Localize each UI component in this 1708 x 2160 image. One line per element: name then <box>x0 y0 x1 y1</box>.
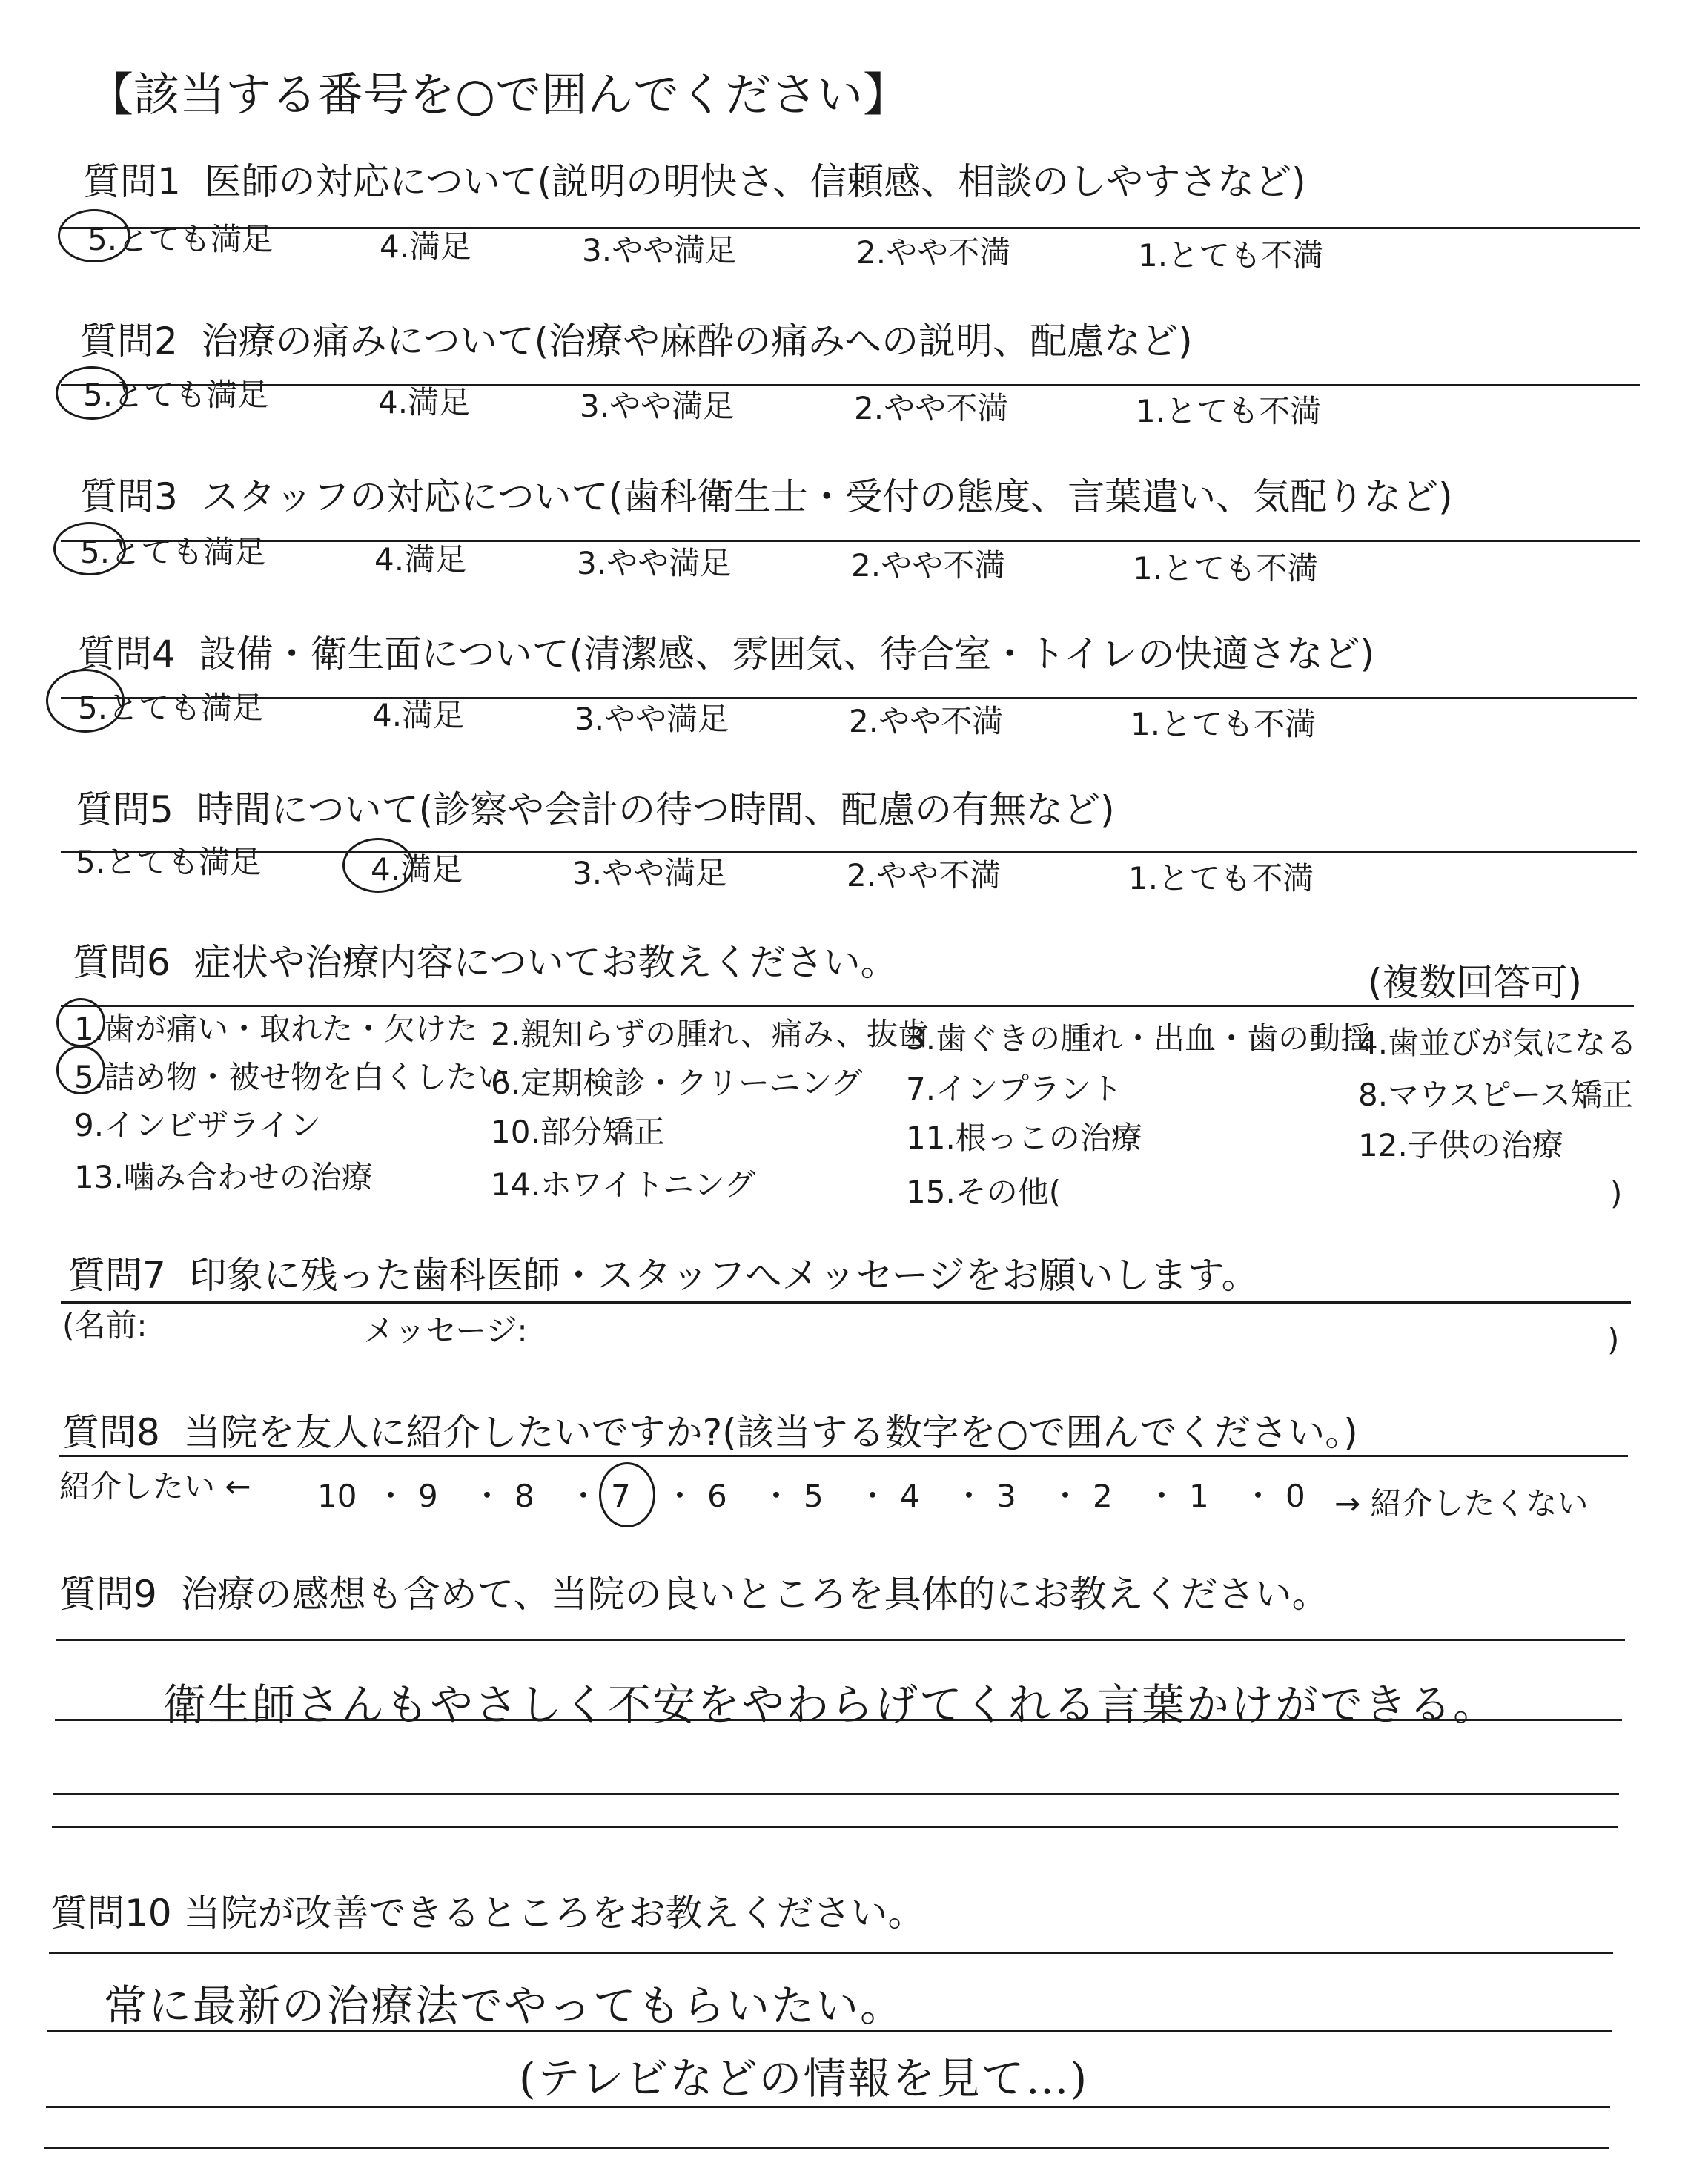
q4-question <box>78 624 1374 678</box>
q8-text: 当院を友人に紹介したいですか?(該当する数字を○で囲んでください。) <box>183 1411 1358 1454</box>
q8-right-label: → 紹介したくない <box>1334 1485 1589 1522</box>
q4-option-1[interactable]: 1.とても不満 <box>1131 706 1317 742</box>
q1-question <box>83 152 1306 205</box>
q2-text: 治療の痛みについて(治療や麻酔の痛みへの説明、配慮など) <box>201 320 1193 363</box>
q5-option-2[interactable]: 2.やや不満 <box>847 857 1002 894</box>
q7-close-paren: ) <box>1607 1321 1620 1358</box>
q6-option-4[interactable]: 4.歯並びが気になる <box>1358 1025 1638 1061</box>
q8-scale-4[interactable]: 4 <box>900 1478 920 1514</box>
q1-option-5[interactable]: 5.とても満足 <box>87 221 274 257</box>
q10-question <box>50 1883 925 1937</box>
q3-option-5[interactable]: 5.とても満足 <box>80 534 266 570</box>
q2-label: 質問2 <box>80 320 178 363</box>
q8-left-label: 紹介したい ← <box>59 1468 251 1505</box>
q8-scale-sep: ・ <box>953 1478 985 1514</box>
q9-handwritten-answer: 衛生師さんもやさしく不安をやわらげてくれる言葉かけができる。 <box>163 1680 1498 1730</box>
q6-option-12[interactable]: 12.子供の治療 <box>1358 1127 1563 1163</box>
q6-option-14[interactable]: 14.ホワイトニング <box>491 1166 756 1203</box>
q10-line-4 <box>44 2147 1609 2149</box>
q8-scale-3[interactable]: 3 <box>996 1478 1016 1514</box>
q4-label: 質問4 <box>78 633 176 676</box>
q8-circled-answer-mark <box>599 1462 655 1527</box>
q8-divider <box>59 1455 1628 1457</box>
q8-scale-5[interactable]: 5 <box>804 1478 824 1514</box>
q9-line-4 <box>52 1826 1618 1828</box>
q8-label: 質問8 <box>62 1411 160 1454</box>
q7-name-label: (名前: <box>62 1307 148 1344</box>
form-header: 【該当する番号を○で囲んでください】 <box>87 67 910 122</box>
q1-divider <box>61 227 1640 229</box>
q6-option-1[interactable]: 1.歯が痛い・取れた・欠けた <box>74 1011 478 1047</box>
q2-option-2[interactable]: 2.やや不満 <box>854 390 1009 426</box>
q6-option-9[interactable]: 9.インビザライン <box>74 1107 321 1143</box>
q2-question <box>80 311 1193 365</box>
q8-scale-sep: ・ <box>1050 1478 1082 1514</box>
q6-option-7[interactable]: 7.インプラント <box>906 1071 1123 1107</box>
q8-scale-sep: ・ <box>664 1478 696 1514</box>
q3-option-3[interactable]: 3.やや満足 <box>577 545 732 581</box>
q6-option-15-close-paren: ) <box>1610 1175 1623 1212</box>
q8-scale-0[interactable]: 0 <box>1285 1478 1305 1514</box>
q6-option-3[interactable]: 3.歯ぐきの腫れ・出血・歯の動揺 <box>906 1020 1372 1057</box>
q8-scale-9[interactable]: 9 <box>418 1478 438 1514</box>
q7-question <box>68 1246 1259 1299</box>
q3-option-2[interactable]: 2.やや不満 <box>851 547 1006 584</box>
q6-option-10[interactable]: 10.部分矯正 <box>491 1114 665 1150</box>
q10-handwritten-answer-line-2: (テレビなどの情報を見て…) <box>519 2053 1089 2104</box>
q8-scale-sep: ・ <box>375 1478 407 1514</box>
q7-divider <box>61 1301 1631 1304</box>
q5-question <box>76 780 1115 833</box>
q3-circled-answer-mark <box>53 522 126 575</box>
q8-scale-6[interactable]: 6 <box>707 1478 727 1514</box>
q9-line-3 <box>53 1793 1619 1795</box>
q8-scale-sep: ・ <box>1146 1478 1178 1514</box>
q1-option-4[interactable]: 4.満足 <box>380 228 472 265</box>
q6-text: 症状や治療内容についてお教えください。 <box>193 941 898 984</box>
q5-circled-answer-mark <box>342 838 414 893</box>
q8-scale-10[interactable]: 10 <box>317 1478 357 1514</box>
q2-option-3[interactable]: 3.やや満足 <box>580 388 735 424</box>
q7-text: 印象に残った歯科医師・スタッフへメッセージをお願いします。 <box>189 1254 1259 1297</box>
q6-note: (複数回答可) <box>1368 961 1583 1004</box>
q8-scale-1[interactable]: 1 <box>1189 1478 1209 1514</box>
q8-scale-7[interactable]: 7 <box>611 1478 631 1514</box>
q6-option-13[interactable]: 13.噛み合わせの治療 <box>74 1159 373 1195</box>
q6-option-5[interactable]: 5.詰め物・被せ物を白くしたい <box>74 1059 509 1095</box>
q8-scale-8[interactable]: 8 <box>514 1478 534 1514</box>
q9-line-1 <box>56 1639 1625 1641</box>
q1-option-1[interactable]: 1.とても不満 <box>1138 237 1324 274</box>
q6-label: 質問6 <box>73 941 171 984</box>
q8-scale <box>317 1472 1315 1516</box>
q3-text: スタッフの対応について(歯科衛生士・受付の態度、言葉遣い、気配りなど) <box>201 475 1453 518</box>
q5-option-3[interactable]: 3.やや満足 <box>572 855 727 891</box>
q8-scale-sep: ・ <box>857 1478 889 1514</box>
q6-option-15[interactable]: 15.その他( <box>906 1174 1062 1210</box>
q4-option-4[interactable]: 4.満足 <box>372 697 465 733</box>
q2-divider <box>61 384 1640 386</box>
q6-option-11[interactable]: 11.根っこの治療 <box>906 1120 1142 1156</box>
q3-divider <box>61 540 1640 542</box>
q1-text: 医師の対応について(説明の明快さ、信頼感、相談のしやすさなど) <box>204 160 1306 203</box>
q4-option-5[interactable]: 5.とても満足 <box>78 690 264 726</box>
q6-option-6[interactable]: 6.定期検診・クリーニング <box>491 1065 863 1101</box>
q4-option-2[interactable]: 2.やや不満 <box>849 703 1004 739</box>
q8-scale-sep: ・ <box>761 1478 792 1514</box>
q9-question <box>59 1565 1329 1618</box>
q10-text: 当院が改善できるところをお教えください。 <box>183 1892 925 1935</box>
q1-option-3[interactable]: 3.やや満足 <box>582 232 737 268</box>
q8-scale-sep: ・ <box>568 1478 600 1514</box>
q4-option-3[interactable]: 3.やや満足 <box>575 701 729 737</box>
q7-label: 質問7 <box>68 1254 166 1297</box>
q5-label: 質問5 <box>76 788 173 831</box>
q9-label: 質問9 <box>59 1573 157 1616</box>
q8-scale-sep: ・ <box>1242 1478 1274 1514</box>
q6-option-2[interactable]: 2.親知らずの腫れ、痛み、抜歯 <box>491 1016 930 1052</box>
q5-option-5[interactable]: 5.とても満足 <box>76 844 262 880</box>
q10-line-1 <box>49 1952 1613 1954</box>
q10-line-3 <box>46 2106 1610 2108</box>
q7-message-label: メッセージ: <box>363 1312 528 1349</box>
q3-question <box>80 467 1453 521</box>
q2-option-4[interactable]: 4.満足 <box>378 384 471 420</box>
q3-option-1[interactable]: 1.とても不満 <box>1133 550 1319 587</box>
q10-handwritten-answer-line-1: 常に最新の治療法でやってもらいたい。 <box>104 1981 905 2031</box>
q5-option-4[interactable]: 4.満足 <box>371 851 463 888</box>
q4-text: 設備・衛生面について(清潔感、雰囲気、待合室・トイレの快適さなど) <box>199 633 1375 676</box>
q9-text: 治療の感想も含めて、当院の良いところを具体的にお教えください。 <box>180 1573 1329 1616</box>
q5-text: 時間について(診察や会計の待つ時間、配慮の有無など) <box>196 788 1115 831</box>
q2-option-5[interactable]: 5.とても満足 <box>83 377 269 413</box>
q6-option-8[interactable]: 8.マウスピース矯正 <box>1358 1077 1634 1113</box>
q3-label: 質問3 <box>80 475 178 518</box>
q1-label: 質問1 <box>83 160 181 203</box>
q4-circled-answer-mark <box>46 669 125 733</box>
q5-option-1[interactable]: 1.とても不満 <box>1128 860 1314 896</box>
q1-option-2[interactable]: 2.やや不満 <box>856 234 1011 271</box>
q2-option-1[interactable]: 1.とても不満 <box>1136 393 1322 429</box>
q2-circled-answer-mark <box>56 366 128 420</box>
q1-circled-answer-mark <box>58 209 130 262</box>
q8-question <box>62 1403 1358 1456</box>
q3-option-4[interactable]: 4.満足 <box>374 541 467 578</box>
q10-label: 質問10 <box>50 1892 172 1935</box>
q8-scale-2[interactable]: 2 <box>1093 1478 1113 1514</box>
q6-question <box>73 933 898 986</box>
q6-circled-answer-5-mark <box>56 1046 105 1094</box>
q6-circled-answer-1-mark <box>56 998 105 1047</box>
q8-scale-sep: ・ <box>471 1478 503 1514</box>
